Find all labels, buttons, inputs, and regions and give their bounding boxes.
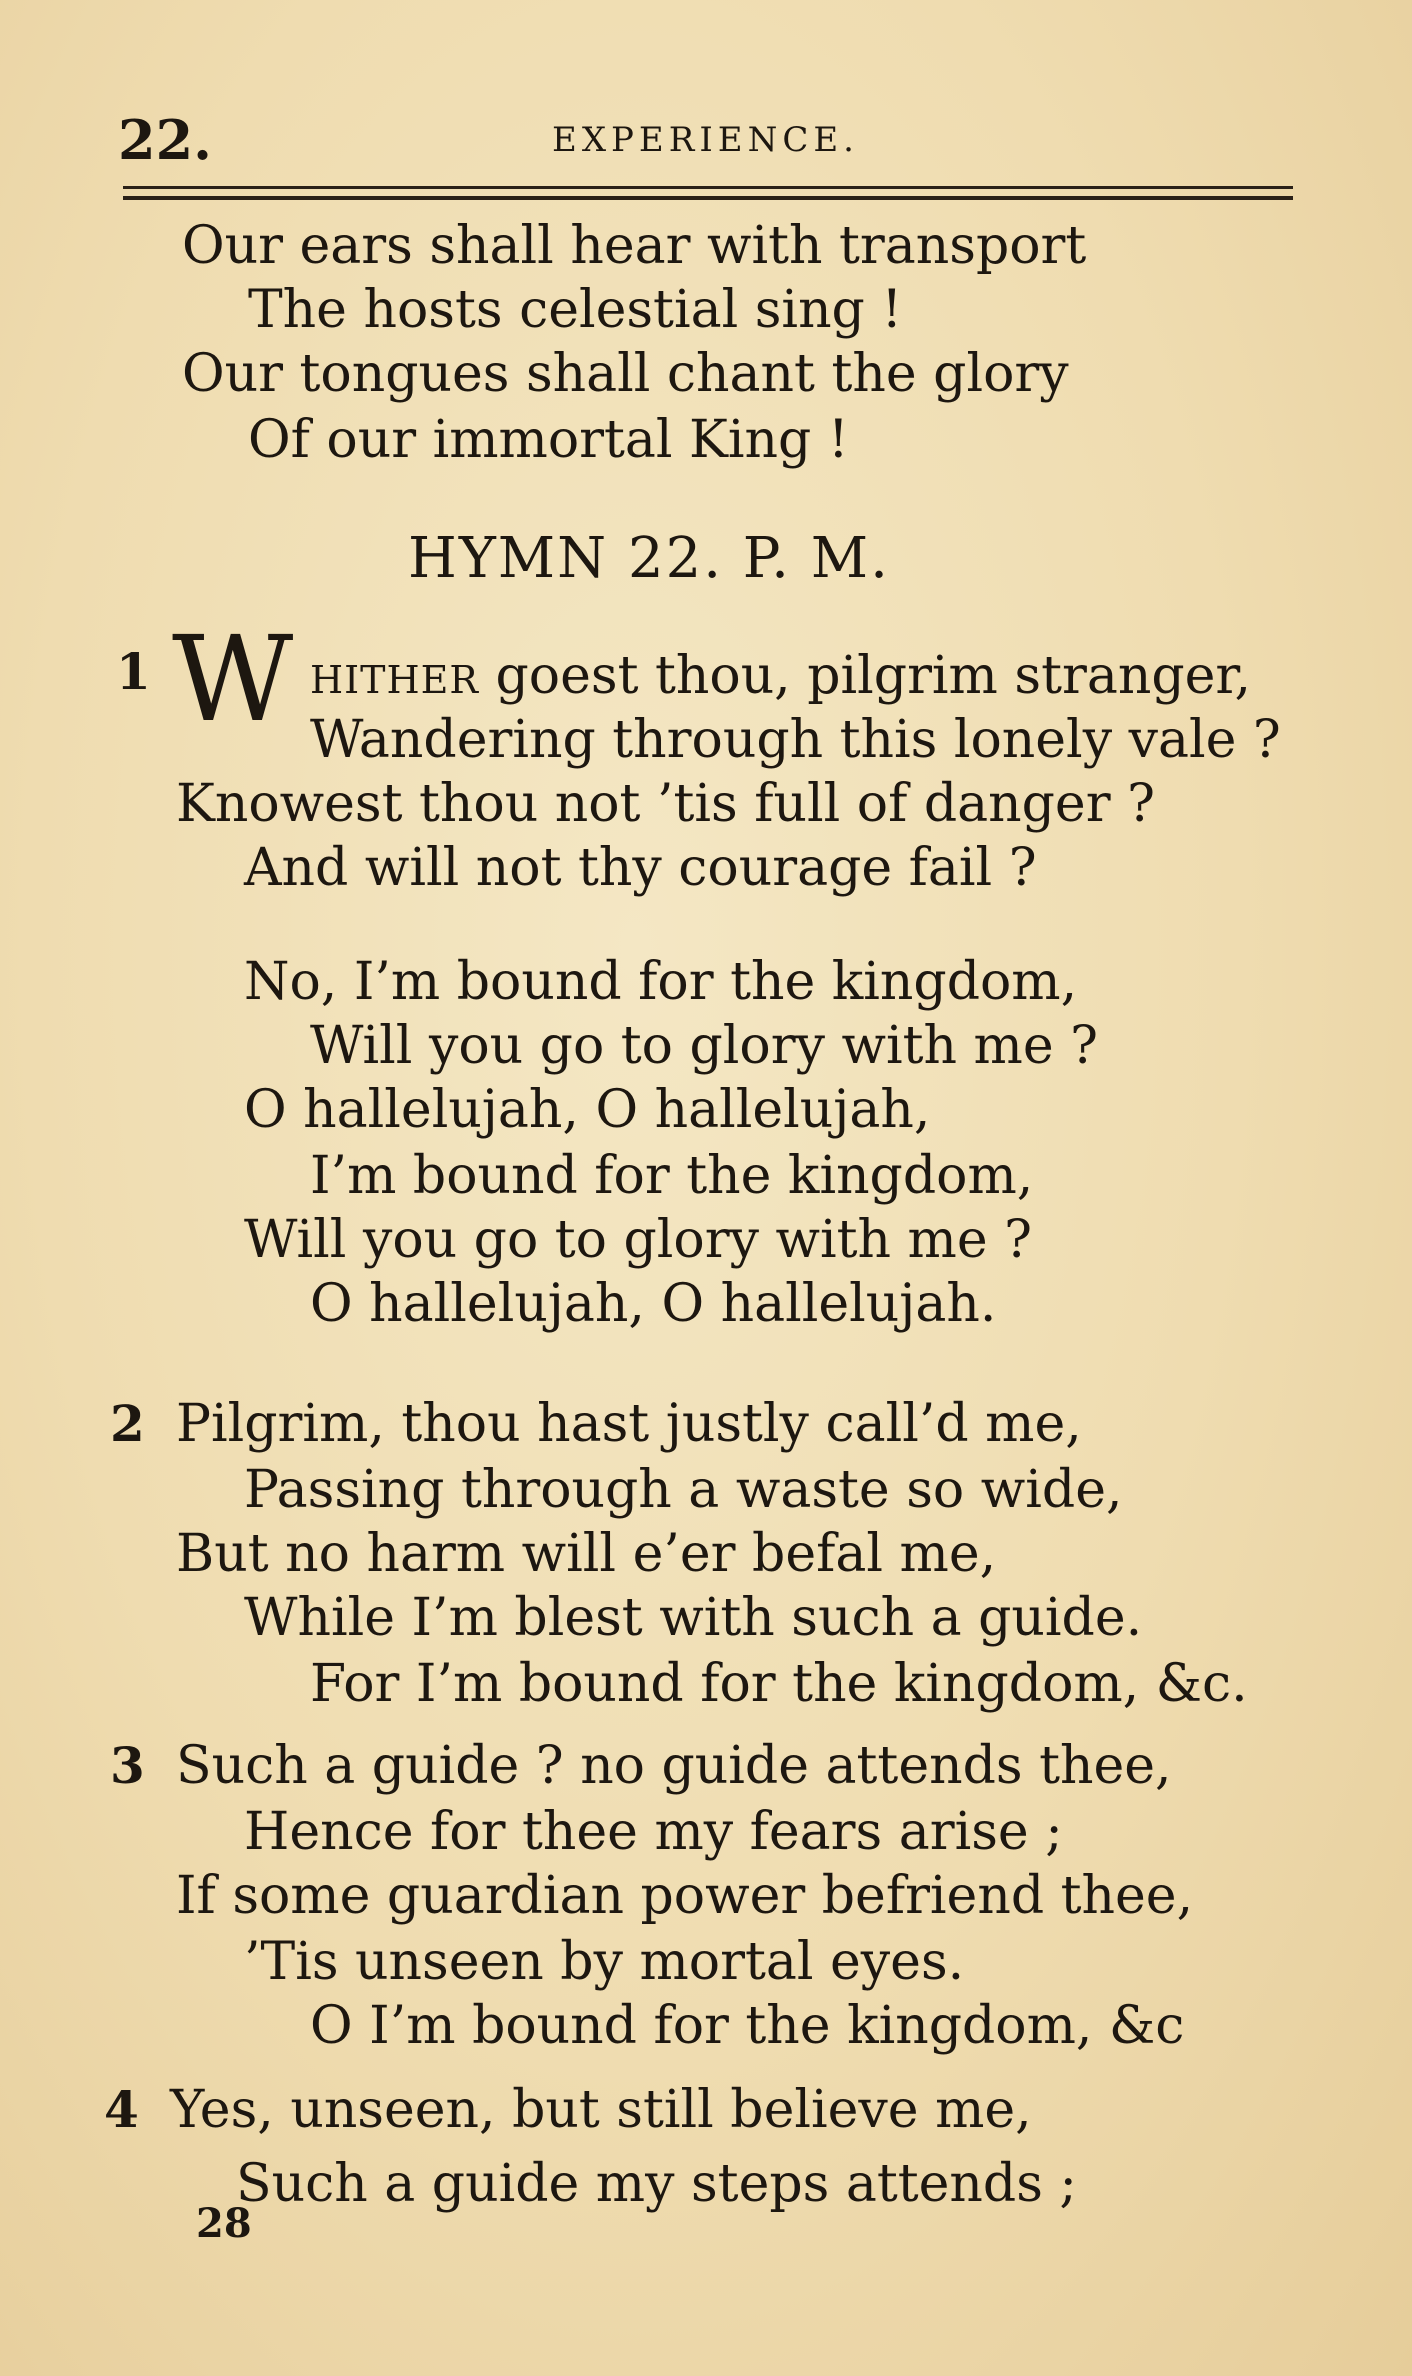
verse-line: Passing through a waste so wide, bbox=[244, 1460, 1123, 1520]
verse-line: Of our immortal King ! bbox=[248, 410, 849, 470]
verse-line: Wandering through this lonely vale ? bbox=[310, 710, 1281, 770]
verse-line: While I’m blest with such a guide. bbox=[244, 1588, 1143, 1648]
page-number: 22. bbox=[118, 108, 212, 172]
verse-line: But no harm will e’er befal me, bbox=[176, 1524, 997, 1584]
verse-line: O I’m bound for the kingdom, &c bbox=[310, 1996, 1185, 2056]
chorus-line: O hallelujah, O hallelujah, bbox=[244, 1080, 931, 1140]
verse-line: Such a guide my steps attends ; bbox=[236, 2154, 1077, 2214]
chorus-line: Will you go to glory with me ? bbox=[244, 1210, 1033, 1270]
verse-line: And will not thy courage fail ? bbox=[244, 838, 1037, 898]
verse-number: 3 bbox=[110, 1736, 145, 1795]
chorus-line: No, I’m bound for the kingdom, bbox=[244, 952, 1078, 1012]
verse-line: Our tongues shall chant the glory bbox=[182, 344, 1069, 404]
drop-cap: W bbox=[172, 610, 294, 748]
header-rule-double bbox=[123, 196, 1293, 200]
verse-line: Knowest thou not ’tis full of danger ? bbox=[176, 774, 1155, 834]
verse-line: Pilgrim, thou hast justly call’d me, bbox=[176, 1394, 1082, 1454]
hymn-title: HYMN 22. P. M. bbox=[408, 526, 890, 591]
verse-line: ’Tis unseen by mortal eyes. bbox=[244, 1932, 965, 1992]
verse-line: Our ears shall hear with transport bbox=[182, 216, 1087, 276]
verse-line: Yes, unseen, but still believe me, bbox=[170, 2080, 1032, 2140]
signature-mark: 28 bbox=[196, 2200, 252, 2247]
chorus-line: I’m bound for the kingdom, bbox=[310, 1146, 1034, 1206]
verse-line-first bbox=[310, 644, 1251, 712]
verse-number: 4 bbox=[104, 2080, 139, 2139]
verse-line: The hosts celestial sing ! bbox=[248, 280, 903, 340]
first-word-small-caps: HITHER bbox=[310, 658, 479, 702]
header-rule bbox=[123, 186, 1293, 189]
verse-line: Such a guide ? no guide attends thee, bbox=[176, 1736, 1172, 1796]
running-title: EXPERIENCE. bbox=[552, 120, 859, 160]
verse-number: 1 bbox=[116, 642, 151, 701]
first-line-rest: goest thou, pilgrim stranger, bbox=[495, 646, 1252, 706]
verse-number: 2 bbox=[110, 1394, 145, 1453]
verse-line: For I’m bound for the kingdom, &c. bbox=[310, 1654, 1248, 1714]
verse-line: Hence for thee my fears arise ; bbox=[244, 1802, 1063, 1862]
verse-line: If some guardian power befriend thee, bbox=[176, 1866, 1194, 1926]
chorus-line: O hallelujah, O hallelujah. bbox=[310, 1274, 997, 1334]
chorus-line: Will you go to glory with me ? bbox=[310, 1016, 1099, 1076]
